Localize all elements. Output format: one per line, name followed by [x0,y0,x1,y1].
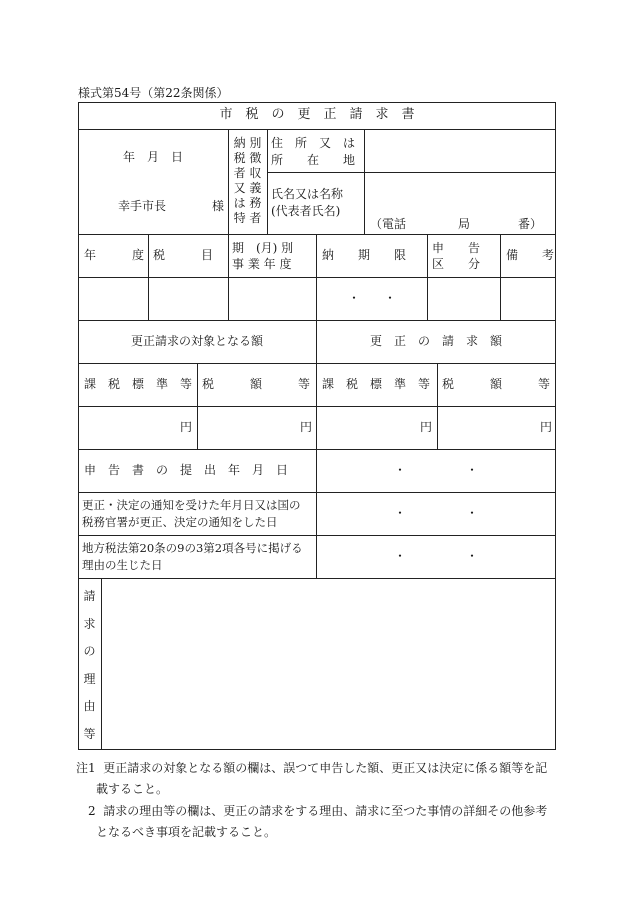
filing-date-field[interactable]: ・ ・ [393,463,478,477]
name-label-line: (代表者氏名) [271,204,341,218]
note-1 [76,758,556,800]
note-1-line [76,758,556,779]
yen-unit: 円 [419,420,432,434]
notice-date-label-line: 更正・決定の通知を受けた年月日又は国の [82,498,301,512]
taxpayer-label-line: 税 徴 [233,151,262,165]
request-amount-header: 更 正 の 請 求 額 [369,334,502,348]
column-declaration [432,240,498,272]
name-label [271,186,363,220]
notice-date-field[interactable]: ・ ・ [393,506,478,520]
name-label-line: 氏名又は名称 [271,187,344,201]
date-field-label: 年 月 日 [122,149,183,164]
target-tax-amount-field[interactable] [198,406,312,449]
rule [267,129,268,234]
reason-field[interactable] [102,579,555,749]
address-label-line: 所 在 地 [271,153,356,167]
address-label-line: 住 所 又 は [271,136,356,150]
taxpayer-label-line: 又 義 [233,181,262,195]
note-2-text: 請求の理由等の欄は、更正の請求をする理由、請求に至つた事情の詳細その他参考 [103,804,548,818]
addressee: 幸手市長 [118,198,167,213]
note-1-number: 注1 [76,761,96,775]
address-label [271,135,363,169]
note-2-continuation: となるべき事項を記載すること。 [96,825,277,839]
taxpayer-label-line: は 務 [233,196,262,210]
note-2 [76,801,556,843]
target-tax-base-field[interactable] [79,406,192,449]
column-tax-item: 税 目 [153,248,214,262]
note-1-continuation: 載すること。 [96,782,169,796]
reason-label-char: 理 [83,671,96,686]
notice-date-label-line: 税務官署が更正、決定の通知をした日 [82,515,278,529]
form-title: 市 税 の 更 正 請 求 書 [219,107,415,123]
phone-close: 番） [518,216,543,231]
taxpayer-label-line: 納 別 [233,136,262,150]
honorific: 様 [212,198,225,213]
column-due-date: 納 期 限 [322,248,407,262]
column-remarks: 備 考 [506,248,555,262]
yen-unit: 円 [539,420,552,434]
target-amount-header: 更正請求の対象となる額 [130,334,263,348]
due-date-field[interactable]: ・ ・ [347,291,396,305]
filing-date-label: 申 告 書 の 提 出 年 月 日 [84,463,289,477]
request-tax-base-field[interactable] [317,406,432,449]
notice-date-label [82,497,314,531]
taxpayer-label-line: 者 収 [233,166,262,180]
rule [78,234,556,235]
year-field[interactable] [79,278,148,320]
target-tax-base-label: 課 税 標 準 等 [84,377,193,391]
target-tax-amount-label: 税 額 等 [202,377,311,391]
phone-open: （電話 [370,216,407,231]
remarks-field[interactable] [501,278,555,320]
reason-label-char: 由 [83,699,96,714]
column-declaration-line: 申 告 [432,241,481,255]
note-2-line [76,801,556,822]
period-field[interactable] [229,278,316,320]
declaration-field[interactable] [428,278,500,320]
phone-mid: 局 [458,216,471,231]
request-tax-base-label: 課 税 標 準 等 [322,377,431,391]
address-field[interactable] [365,130,555,172]
request-tax-amount-label: 税 額 等 [442,377,551,391]
taxpayer-label [228,136,267,226]
reason-label [78,583,101,749]
taxpayer-label-line: 特 者 [233,211,262,225]
yen-unit: 円 [179,420,192,434]
reason-label-char: 請 [83,589,96,603]
name-field[interactable] [365,173,555,215]
note-2-number: 2 [88,804,96,818]
reason-date-label-line: 理由の生じた日 [82,558,163,572]
request-tax-amount-field[interactable] [438,406,552,449]
tax-item-field[interactable] [149,278,228,320]
note-1-text: 更正請求の対象となる額の欄は、誤つて申告した額、更正又は決定に係る額等を記 [103,761,548,775]
yen-unit: 円 [299,420,312,434]
reason-date-label-line: 地方税法第20条の9の3第2項各号に掲げる [82,541,303,555]
form-reference: 様式第54号（第22条関係） [78,86,229,100]
column-period [232,240,314,272]
column-period-line: 事 業 年 度 [232,257,292,271]
column-declaration-line: 区 分 [432,257,481,271]
reason-label-char: 等 [83,726,96,741]
reason-date-label [82,540,314,574]
column-year: 年 度 [84,248,145,262]
reason-label-char: の [83,644,96,659]
reason-date-field[interactable]: ・ ・ [393,549,478,563]
reason-label-char: 求 [83,616,96,631]
column-period-line: 期 (月) 別 [232,241,294,255]
